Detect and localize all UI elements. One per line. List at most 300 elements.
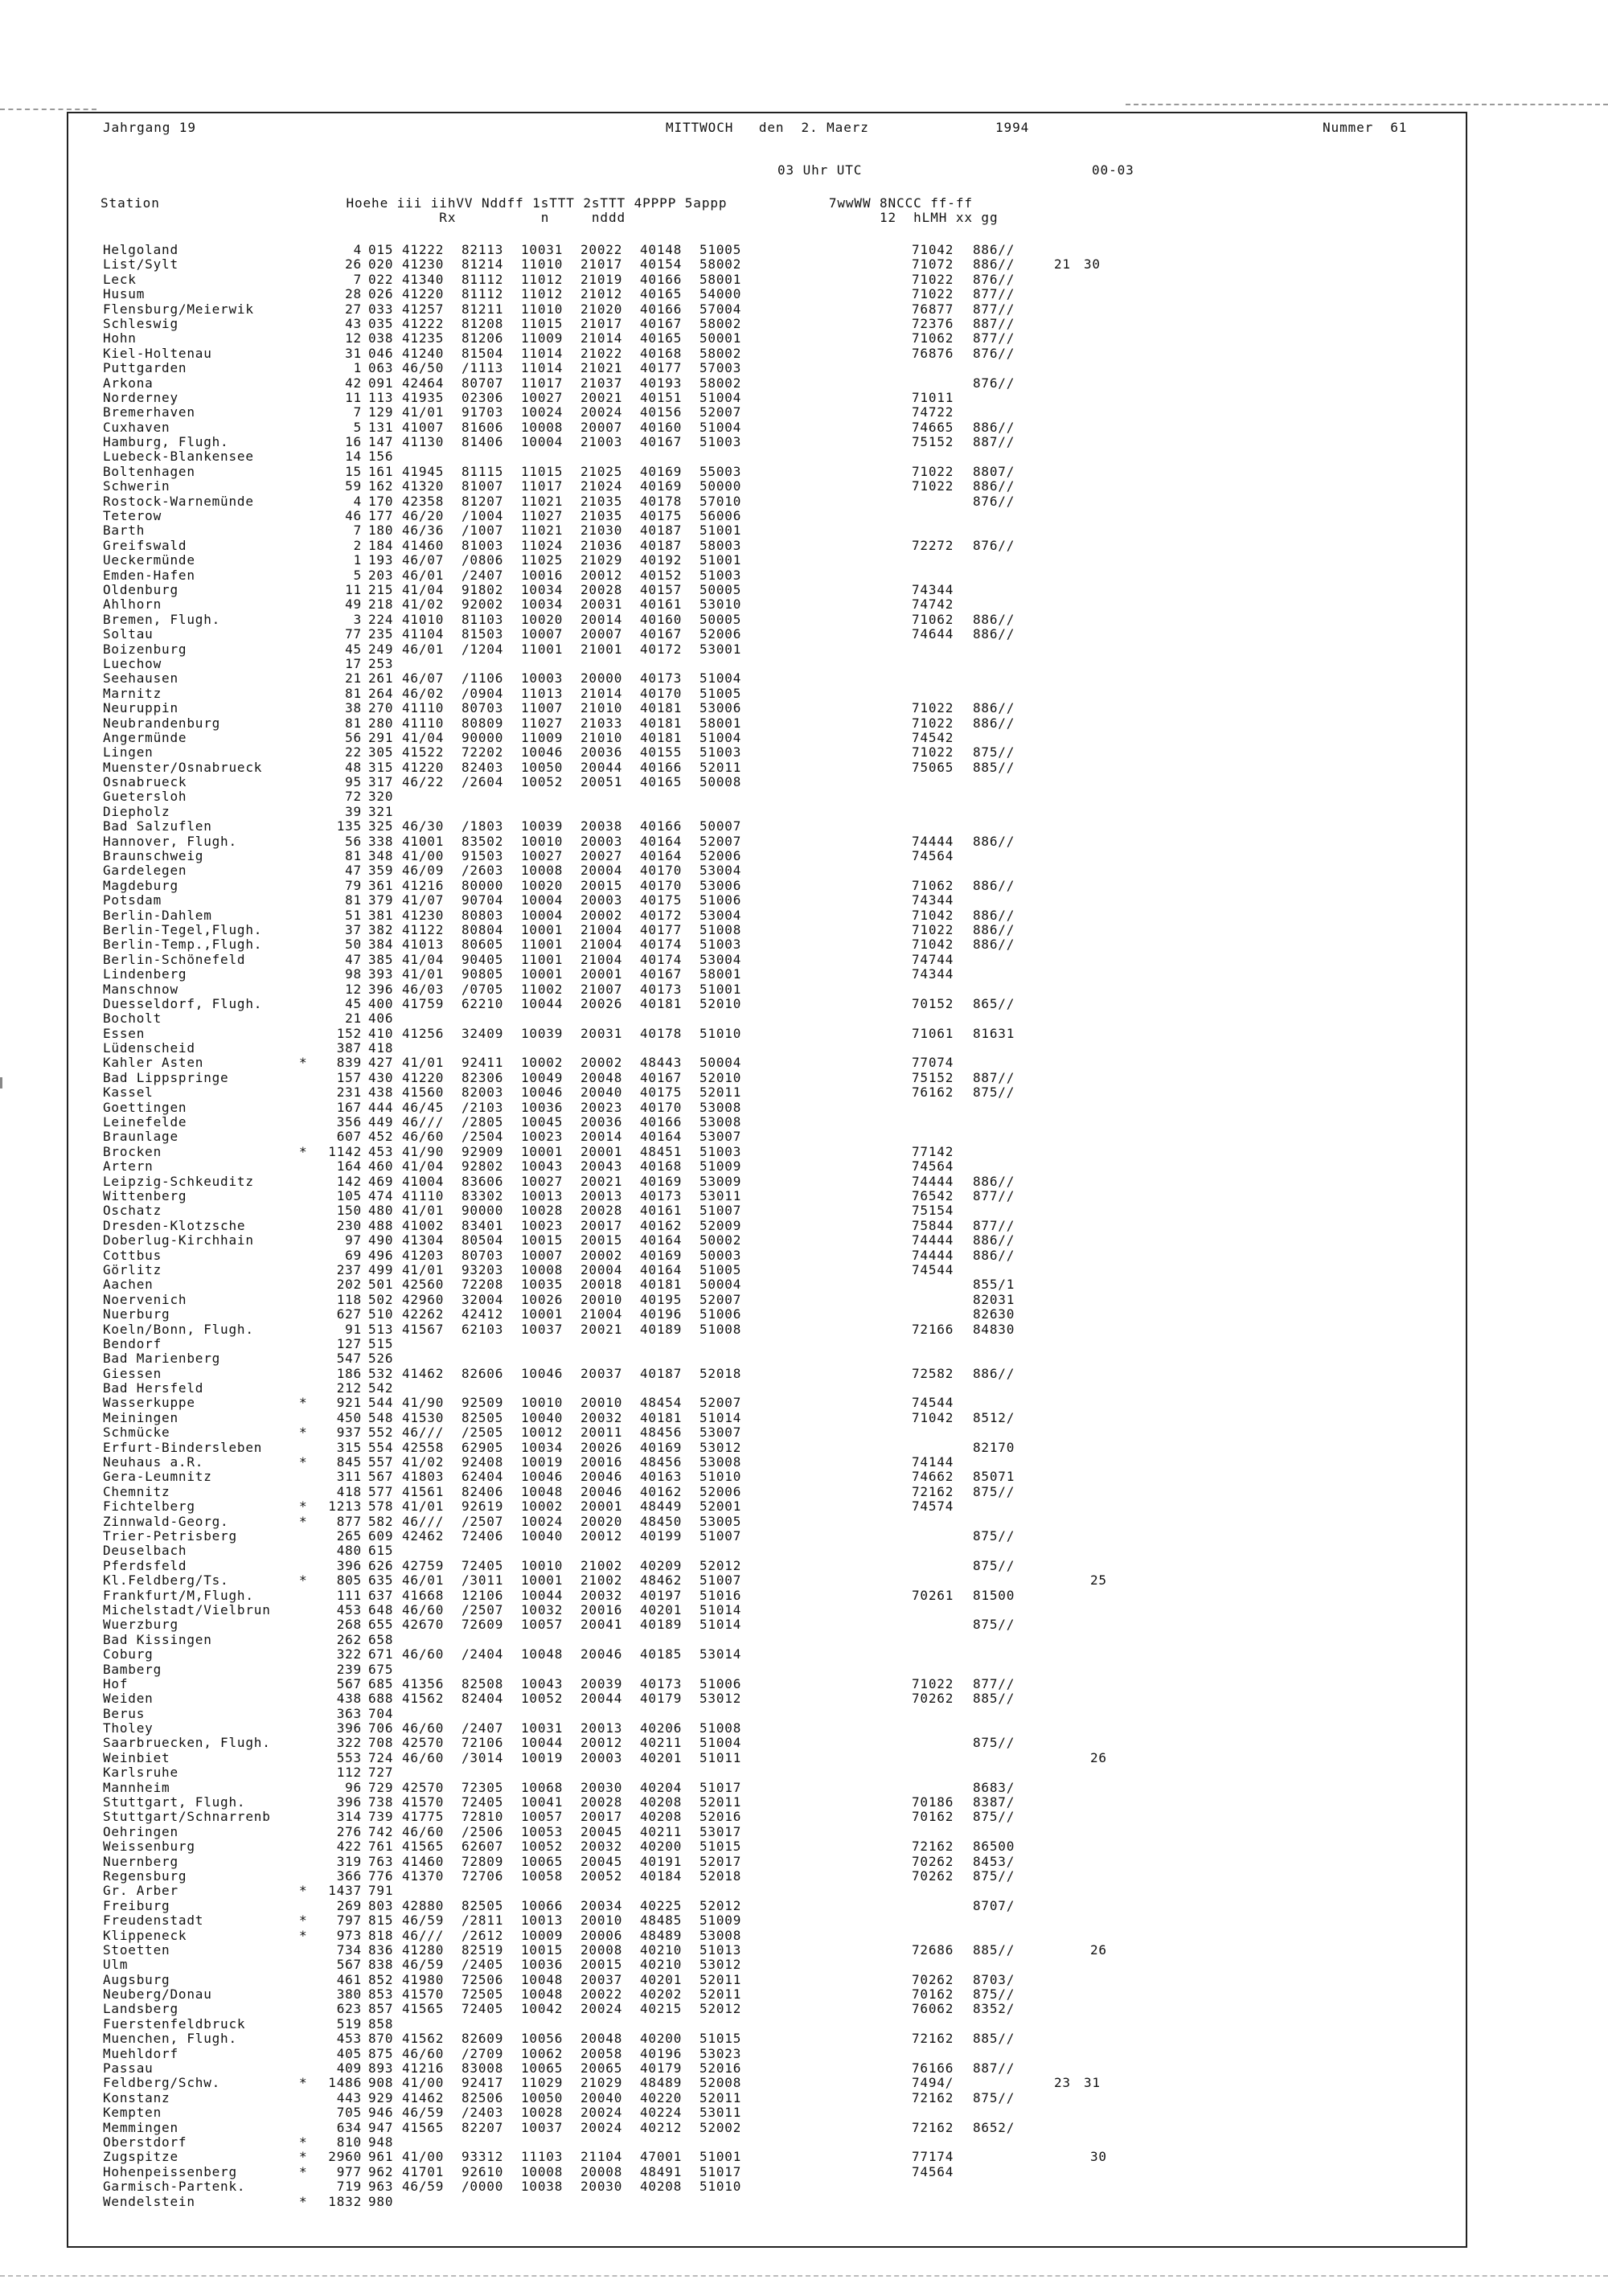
table-row bbox=[103, 1455, 1470, 1470]
synop-group: 20003 bbox=[580, 833, 623, 849]
synop-group: 875// bbox=[973, 1617, 1015, 1633]
station-altitude: 7 bbox=[353, 271, 362, 287]
station-altitude: 2960 bbox=[328, 2149, 362, 2165]
station-index: 427 bbox=[368, 1055, 394, 1071]
station-name: Erfurt-Bindersleben bbox=[103, 1439, 263, 1455]
synop-group: 20004 bbox=[580, 1261, 623, 1277]
table-row bbox=[103, 435, 1470, 449]
synop-group: 8352/ bbox=[973, 2001, 1015, 2017]
synop-group: 10028 bbox=[521, 1203, 564, 1219]
mountain-station-mark: * bbox=[299, 2193, 308, 2209]
station-altitude: 152 bbox=[336, 1025, 362, 1041]
table-row bbox=[103, 1573, 1470, 1588]
synop-group: 885// bbox=[973, 1691, 1015, 1707]
synop-group: 11013 bbox=[521, 685, 564, 701]
station-index: 348 bbox=[368, 848, 394, 864]
synop-group: 83606 bbox=[461, 1173, 504, 1189]
station-index: 035 bbox=[368, 315, 394, 331]
table-row bbox=[103, 2121, 1470, 2135]
station-altitude: 31 bbox=[345, 345, 362, 361]
station-altitude: 81 bbox=[345, 715, 362, 731]
station-altitude: 453 bbox=[336, 2031, 362, 2047]
synop-group: /2103 bbox=[461, 1099, 504, 1115]
station-index: 113 bbox=[368, 389, 394, 405]
station-index: 381 bbox=[368, 907, 394, 923]
table-row bbox=[103, 1884, 1470, 1898]
synop-group: 23 bbox=[1054, 2075, 1071, 2091]
synop-group: 52016 bbox=[699, 2060, 742, 2077]
station-name: Duesseldorf, Flugh. bbox=[103, 995, 263, 1011]
synop-group: 40181 bbox=[640, 700, 683, 716]
synop-group: 40168 bbox=[640, 345, 683, 361]
synop-group: 40167 bbox=[640, 315, 683, 331]
synop-group: 74444 bbox=[912, 1247, 954, 1263]
station-name: Weinbiet bbox=[103, 1749, 170, 1765]
synop-group: 52011 bbox=[699, 2089, 742, 2105]
table-row bbox=[103, 1663, 1470, 1677]
station-altitude: 265 bbox=[336, 1527, 362, 1544]
synop-group: 54000 bbox=[699, 286, 742, 302]
synop-group: 40184 bbox=[640, 1868, 683, 1884]
station-name: Brocken bbox=[103, 1143, 162, 1159]
mountain-station-mark: * bbox=[299, 1454, 308, 1470]
synop-group: 83502 bbox=[461, 833, 504, 849]
synop-group: 8453/ bbox=[973, 1853, 1015, 1869]
synop-group: 40208 bbox=[640, 1794, 683, 1810]
synop-group: 51010 bbox=[699, 1025, 742, 1041]
synop-group: 11007 bbox=[521, 700, 564, 716]
synop-group: /1106 bbox=[461, 670, 504, 687]
synop-group: 855/1 bbox=[973, 1277, 1015, 1293]
station-index: 729 bbox=[368, 1779, 394, 1795]
synop-group: 72810 bbox=[461, 1809, 504, 1825]
synop-group: 10041 bbox=[521, 1794, 564, 1810]
synop-group: 74742 bbox=[912, 597, 954, 613]
table-row bbox=[103, 1351, 1470, 1366]
synop-group: 10008 bbox=[521, 419, 564, 435]
synop-group: 74444 bbox=[912, 833, 954, 849]
station-name: Manschnow bbox=[103, 981, 178, 997]
table-row bbox=[103, 568, 1470, 583]
synop-group: 10023 bbox=[521, 1129, 564, 1145]
synop-group: 10023 bbox=[521, 1217, 564, 1233]
station-altitude: 59 bbox=[345, 478, 362, 494]
synop-group: 58002 bbox=[699, 315, 742, 331]
synop-group: 10034 bbox=[521, 597, 564, 613]
station-index: 675 bbox=[368, 1661, 394, 1677]
synop-group: 40175 bbox=[640, 892, 683, 908]
station-altitude: 42 bbox=[345, 375, 362, 391]
synop-group: 10009 bbox=[521, 1927, 564, 1943]
synop-group: 10048 bbox=[521, 1646, 564, 1663]
station-name: Berlin-Schönefeld bbox=[103, 951, 246, 967]
synop-group: 41340 bbox=[402, 271, 445, 287]
synop-group: 10057 bbox=[521, 1617, 564, 1633]
synop-group: 48450 bbox=[640, 1513, 683, 1529]
station-name: Oehringen bbox=[103, 1823, 178, 1839]
synop-group: 48451 bbox=[640, 1143, 683, 1159]
synop-group: 11021 bbox=[521, 523, 564, 539]
synop-group: 76162 bbox=[912, 1084, 954, 1101]
synop-group: 21004 bbox=[580, 1306, 623, 1322]
station-altitude: 387 bbox=[336, 1040, 362, 1056]
station-name: Cuxhaven bbox=[103, 419, 170, 435]
synop-group: 51017 bbox=[699, 2163, 742, 2179]
synop-group: 41130 bbox=[402, 434, 445, 450]
table-row bbox=[103, 937, 1470, 952]
synop-group: 10040 bbox=[521, 1409, 564, 1425]
synop-group: 42560 bbox=[402, 1277, 445, 1293]
table-row bbox=[103, 657, 1470, 671]
synop-group: 40170 bbox=[640, 685, 683, 701]
station-index: 410 bbox=[368, 1025, 394, 1041]
station-index: 852 bbox=[368, 1971, 394, 1987]
synop-group: 81206 bbox=[461, 330, 504, 346]
synop-group: 10010 bbox=[521, 1557, 564, 1573]
station-index: 615 bbox=[368, 1543, 394, 1559]
station-name: Bad Salzuflen bbox=[103, 818, 212, 834]
synop-group: 93203 bbox=[461, 1261, 504, 1277]
synop-group: 11010 bbox=[521, 301, 564, 317]
table-row bbox=[103, 479, 1470, 494]
table-row bbox=[103, 1633, 1470, 1647]
table-row bbox=[103, 908, 1470, 923]
synop-group: 46/45 bbox=[402, 1099, 445, 1115]
station-name: Angermünde bbox=[103, 729, 187, 745]
synop-group: 41104 bbox=[402, 626, 445, 642]
station-index: 655 bbox=[368, 1617, 394, 1633]
station-altitude: 1437 bbox=[328, 1883, 362, 1899]
station-altitude: 977 bbox=[336, 2163, 362, 2179]
synop-group: 886// bbox=[973, 877, 1015, 893]
station-name: Bocholt bbox=[103, 1011, 162, 1027]
synop-group: 51008 bbox=[699, 1720, 742, 1736]
synop-group: 48449 bbox=[640, 1499, 683, 1515]
synop-group: 52008 bbox=[699, 2075, 742, 2091]
synop-group: 20022 bbox=[580, 242, 623, 257]
station-index: 963 bbox=[368, 2179, 394, 2195]
synop-group: 77174 bbox=[912, 2149, 954, 2165]
table-row bbox=[103, 613, 1470, 627]
station-altitude: 262 bbox=[336, 1631, 362, 1647]
synop-group: 21004 bbox=[580, 937, 623, 953]
synop-group: 50003 bbox=[699, 1247, 742, 1263]
synop-group: 20037 bbox=[580, 1971, 623, 1987]
synop-group: 20030 bbox=[580, 1779, 623, 1795]
synop-group: 53001 bbox=[699, 641, 742, 657]
synop-group: 81007 bbox=[461, 478, 504, 494]
synop-group: 25 bbox=[1090, 1572, 1107, 1589]
synop-group: 875// bbox=[973, 1986, 1015, 2003]
synop-group: 75152 bbox=[912, 1069, 954, 1085]
synop-group: 41203 bbox=[402, 1247, 445, 1263]
synop-group: 72166 bbox=[912, 1321, 954, 1337]
station-index: 325 bbox=[368, 818, 394, 834]
station-altitude: 14 bbox=[345, 449, 362, 465]
synop-group: 875// bbox=[973, 1483, 1015, 1499]
synop-group: 42670 bbox=[402, 1617, 445, 1633]
synop-group: 51003 bbox=[699, 567, 742, 583]
synop-group: 72582 bbox=[912, 1365, 954, 1381]
synop-group: 10034 bbox=[521, 581, 564, 597]
synop-group: 72208 bbox=[461, 1277, 504, 1293]
table-row bbox=[103, 1839, 1470, 1854]
station-index: 818 bbox=[368, 1927, 394, 1943]
synop-group: 21010 bbox=[580, 700, 623, 716]
station-altitude: 380 bbox=[336, 1986, 362, 2003]
synop-group: 82113 bbox=[461, 242, 504, 257]
station-altitude: 48 bbox=[345, 759, 362, 775]
synop-group: 41235 bbox=[402, 330, 445, 346]
station-name: Gardelegen bbox=[103, 863, 187, 879]
synop-group: 41110 bbox=[402, 700, 445, 716]
synop-group: 10002 bbox=[521, 1499, 564, 1515]
station-index: 544 bbox=[368, 1395, 394, 1411]
synop-group: /1007 bbox=[461, 523, 504, 539]
synop-group: 886// bbox=[973, 419, 1015, 435]
synop-group: 40169 bbox=[640, 463, 683, 479]
synop-group: 887// bbox=[973, 1069, 1015, 1085]
synop-group: 40157 bbox=[640, 581, 683, 597]
synop-group: 40212 bbox=[640, 2119, 683, 2135]
station-name: Greifswald bbox=[103, 537, 187, 553]
synop-group: 40196 bbox=[640, 1306, 683, 1322]
station-name: Soltau bbox=[103, 626, 154, 642]
synop-group: 41370 bbox=[402, 1868, 445, 1884]
station-altitude: 105 bbox=[336, 1188, 362, 1203]
synop-group: 40169 bbox=[640, 1439, 683, 1455]
synop-group: 10001 bbox=[521, 966, 564, 982]
synop-group: 41560 bbox=[402, 1084, 445, 1101]
station-index: 180 bbox=[368, 523, 394, 539]
synop-group: 46/01 bbox=[402, 641, 445, 657]
synop-group: 42570 bbox=[402, 1779, 445, 1795]
synop-group: 46/01 bbox=[402, 567, 445, 583]
synop-group: 40162 bbox=[640, 1483, 683, 1499]
synop-group: 83008 bbox=[461, 2060, 504, 2077]
station-name: Giessen bbox=[103, 1365, 162, 1381]
synop-group: 81211 bbox=[461, 301, 504, 317]
station-name: Koeln/Bonn, Flugh. bbox=[103, 1321, 254, 1337]
station-index: 648 bbox=[368, 1601, 394, 1617]
synop-group: 53010 bbox=[699, 597, 742, 613]
synop-group: 10050 bbox=[521, 2089, 564, 2105]
station-altitude: 77 bbox=[345, 626, 362, 642]
synop-group: 74564 bbox=[912, 848, 954, 864]
synop-group: 20028 bbox=[580, 1794, 623, 1810]
station-name: Kahler Asten bbox=[103, 1055, 204, 1071]
synop-group: 20037 bbox=[580, 1365, 623, 1381]
synop-group: 21001 bbox=[580, 641, 623, 657]
table-row bbox=[103, 775, 1470, 789]
table-row bbox=[103, 1130, 1470, 1144]
synop-group: 56006 bbox=[699, 508, 742, 524]
table-row bbox=[103, 1647, 1470, 1662]
table-row bbox=[103, 494, 1470, 509]
station-index: 022 bbox=[368, 271, 394, 287]
table-row bbox=[103, 1913, 1470, 1928]
synop-group: 51004 bbox=[699, 389, 742, 405]
station-name: Hohn bbox=[103, 330, 137, 346]
station-altitude: 47 bbox=[345, 863, 362, 879]
synop-group: 62404 bbox=[461, 1469, 504, 1485]
synop-group: 71022 bbox=[912, 921, 954, 937]
synop-group: 20008 bbox=[580, 1941, 623, 1958]
synop-group: 82630 bbox=[973, 1306, 1015, 1322]
synop-group: 52007 bbox=[699, 833, 742, 849]
station-index: 218 bbox=[368, 597, 394, 613]
synop-group: 10037 bbox=[521, 2119, 564, 2135]
synop-group: 40155 bbox=[640, 744, 683, 761]
synop-group: 20017 bbox=[580, 1809, 623, 1825]
synop-group: 877// bbox=[973, 330, 1015, 346]
station-altitude: 81 bbox=[345, 892, 362, 908]
station-name: Zugspitze bbox=[103, 2149, 178, 2165]
synop-group: 21030 bbox=[580, 523, 623, 539]
synop-group: 21037 bbox=[580, 375, 623, 391]
synop-group: 20043 bbox=[580, 1158, 623, 1175]
station-name: Nuerburg bbox=[103, 1306, 170, 1322]
synop-group: 77074 bbox=[912, 1055, 954, 1071]
synop-group: 41567 bbox=[402, 1321, 445, 1337]
synop-group: 41001 bbox=[402, 833, 445, 849]
station-name: Stuttgart/Schnarrenb bbox=[103, 1809, 271, 1825]
synop-group: 40168 bbox=[640, 1158, 683, 1175]
station-index: 406 bbox=[368, 1011, 394, 1027]
station-name: Leinefelde bbox=[103, 1114, 187, 1130]
synop-group: 10027 bbox=[521, 1173, 564, 1189]
synop-group: 80703 bbox=[461, 700, 504, 716]
synop-group: 10016 bbox=[521, 567, 564, 583]
station-name: Artern bbox=[103, 1158, 154, 1175]
station-altitude: 186 bbox=[336, 1365, 362, 1381]
synop-group: 74722 bbox=[912, 404, 954, 420]
table-row bbox=[103, 1544, 1470, 1558]
synop-group: 41/02 bbox=[402, 597, 445, 613]
station-name: Berus bbox=[103, 1705, 146, 1721]
synop-group: 52006 bbox=[699, 1483, 742, 1499]
synop-group: 72272 bbox=[912, 537, 954, 553]
synop-group: 21020 bbox=[580, 301, 623, 317]
synop-group: 85071 bbox=[973, 1469, 1015, 1485]
synop-group: 10045 bbox=[521, 1114, 564, 1130]
station-index: 184 bbox=[368, 537, 394, 553]
station-index: 264 bbox=[368, 685, 394, 701]
synop-group: 41562 bbox=[402, 2031, 445, 2047]
table-row bbox=[103, 465, 1470, 479]
synop-group: 51008 bbox=[699, 921, 742, 937]
synop-group: 886// bbox=[973, 700, 1015, 716]
synop-group: 70262 bbox=[912, 1691, 954, 1707]
synop-group: 55003 bbox=[699, 463, 742, 479]
station-altitude: 7 bbox=[353, 523, 362, 539]
synop-group: 41/01 bbox=[402, 1055, 445, 1071]
synop-group: 40187 bbox=[640, 1365, 683, 1381]
station-index: 791 bbox=[368, 1883, 394, 1899]
station-index: 946 bbox=[368, 2105, 394, 2121]
synop-group: 41935 bbox=[402, 389, 445, 405]
synop-group: 11024 bbox=[521, 537, 564, 553]
station-index: 361 bbox=[368, 877, 394, 893]
synop-group: 52016 bbox=[699, 1809, 742, 1825]
station-altitude: 17 bbox=[345, 655, 362, 671]
synop-group: 21014 bbox=[580, 685, 623, 701]
synop-group: 41530 bbox=[402, 1409, 445, 1425]
station-name: Boizenburg bbox=[103, 641, 187, 657]
synop-group: 877// bbox=[973, 1675, 1015, 1691]
synop-group: 42462 bbox=[402, 1527, 445, 1544]
synop-group: /2403 bbox=[461, 2105, 504, 2121]
station-name: Hohenpeissenberg bbox=[103, 2163, 237, 2179]
synop-group: 40200 bbox=[640, 2031, 683, 2047]
synop-group: 72505 bbox=[461, 1986, 504, 2003]
synop-group: 40224 bbox=[640, 2105, 683, 2121]
synop-group: 70262 bbox=[912, 1971, 954, 1987]
synop-group: 72162 bbox=[912, 1483, 954, 1499]
table-row bbox=[103, 1085, 1470, 1100]
synop-group: 76542 bbox=[912, 1188, 954, 1203]
synop-group: 8683/ bbox=[973, 1779, 1015, 1795]
synop-group: 71062 bbox=[912, 330, 954, 346]
synop-group: 875// bbox=[973, 1527, 1015, 1544]
station-name: Cottbus bbox=[103, 1247, 162, 1263]
synop-group: 20010 bbox=[580, 1913, 623, 1929]
synop-group: 886// bbox=[973, 1232, 1015, 1248]
synop-group: 20026 bbox=[580, 995, 623, 1011]
synop-group: 20058 bbox=[580, 2045, 623, 2061]
station-name: Trier-Petrisberg bbox=[103, 1527, 237, 1544]
station-index: 962 bbox=[368, 2163, 394, 2179]
synop-group: 40204 bbox=[640, 1779, 683, 1795]
table-row bbox=[103, 834, 1470, 849]
synop-group: 53008 bbox=[699, 1454, 742, 1470]
station-name: Ahlhorn bbox=[103, 597, 162, 613]
station-index: 961 bbox=[368, 2149, 394, 2165]
synop-group: 10027 bbox=[521, 848, 564, 864]
synop-group: 20012 bbox=[580, 567, 623, 583]
station-index: 147 bbox=[368, 434, 394, 450]
synop-group: 40164 bbox=[640, 1232, 683, 1248]
synop-group: 10044 bbox=[521, 995, 564, 1011]
synop-group: 50005 bbox=[699, 611, 742, 627]
synop-group: 51009 bbox=[699, 1158, 742, 1175]
synop-group: 10004 bbox=[521, 892, 564, 908]
synop-group: 41/00 bbox=[402, 2075, 445, 2091]
station-name: Deuselbach bbox=[103, 1543, 187, 1559]
synop-group: 41240 bbox=[402, 345, 445, 361]
station-altitude: 49 bbox=[345, 597, 362, 613]
synop-group: 21010 bbox=[580, 729, 623, 745]
station-index: 235 bbox=[368, 626, 394, 642]
table-row bbox=[103, 243, 1470, 257]
station-index: 177 bbox=[368, 508, 394, 524]
synop-group: /0904 bbox=[461, 685, 504, 701]
synop-group: 20032 bbox=[580, 1587, 623, 1603]
synop-group: 58001 bbox=[699, 715, 742, 731]
table-row bbox=[103, 819, 1470, 834]
synop-group: 21024 bbox=[580, 478, 623, 494]
synop-group: 21003 bbox=[580, 434, 623, 450]
station-name: Leipzig-Schkeuditz bbox=[103, 1173, 254, 1189]
synop-group: 11025 bbox=[521, 552, 564, 568]
synop-group: 70186 bbox=[912, 1794, 954, 1810]
synop-group: 40162 bbox=[640, 1217, 683, 1233]
station-altitude: 480 bbox=[336, 1543, 362, 1559]
synop-group: 92408 bbox=[461, 1454, 504, 1470]
synop-group: 52011 bbox=[699, 1084, 742, 1101]
station-index: 738 bbox=[368, 1794, 394, 1810]
synop-group: 51003 bbox=[699, 434, 742, 450]
